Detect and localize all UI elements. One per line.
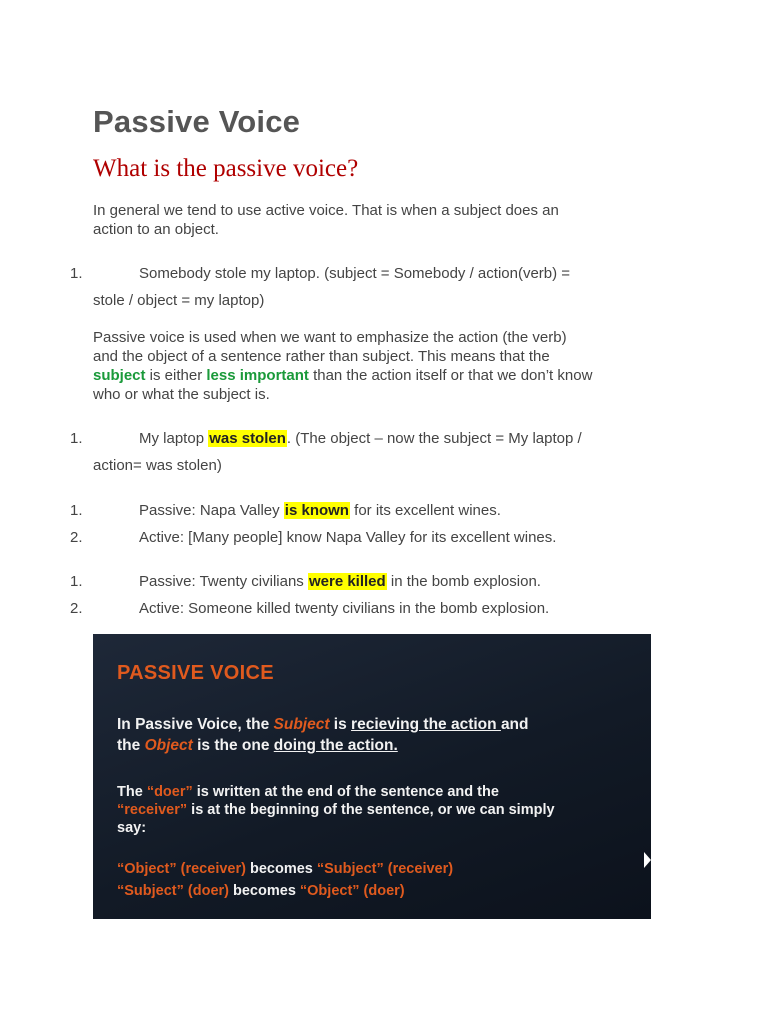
- sentence-text: My laptop: [139, 430, 209, 447]
- section-heading: What is the passive voice?: [93, 155, 359, 182]
- example-active-sentence: Somebody stole my laptop. (subject = Somebody / action(verb) =: [139, 265, 571, 282]
- example-active-sentence: Active: Someone killed twenty civilians in the bomb explosion.: [139, 600, 550, 617]
- slide-line: [117, 714, 529, 735]
- slide-text: In Passive Voice, the: [117, 716, 274, 733]
- slide-text: the: [117, 737, 145, 754]
- list-number: 1.: [70, 502, 83, 519]
- sentence-text: in the bomb explosion.: [386, 573, 541, 590]
- sentence-text: Passive: Napa Valley: [139, 502, 284, 519]
- slide-text: becomes: [245, 861, 317, 877]
- slide-text: becomes: [228, 883, 300, 899]
- example-continuation: stole / object = my laptop): [93, 292, 265, 309]
- explanation-paragraph: [93, 328, 693, 404]
- highlighted-verb: is known: [284, 502, 349, 519]
- slide-line: [117, 801, 555, 819]
- slide-underlined-text: recieving the action: [351, 716, 501, 733]
- slide-text: is the one: [192, 737, 274, 754]
- slide-text: and: [500, 716, 529, 733]
- list-number: 2.: [70, 529, 83, 546]
- example-active-sentence: Active: [Many people] know Napa Valley for its excellent wines.: [139, 529, 557, 546]
- passive-voice-slide-image: [93, 634, 651, 919]
- example-passive-sentence: [139, 573, 541, 590]
- slide-underlined-text: doing the action.: [273, 737, 398, 754]
- sentence-text: . (The object – now the subject = My laptop /: [286, 430, 582, 447]
- slide-heading: PASSIVE VOICE: [117, 662, 274, 684]
- slide-orange-text: “Object” (receiver): [117, 861, 246, 877]
- intro-line-1: In general we tend to use active voice. That is when a subject does an: [93, 202, 559, 219]
- list-number: 1.: [70, 265, 83, 282]
- slide-line: [117, 735, 398, 756]
- explain-text: than the action itself or that we don’t know: [308, 367, 593, 384]
- slide-line: say:: [117, 820, 147, 836]
- explain-line-2: and the object of a sentence rather than subject. This means that the: [93, 348, 550, 365]
- slide-orange-text: “Object” (doer): [299, 883, 405, 899]
- slide-line: [117, 783, 499, 801]
- slide-text: is at the beginning of the sentence, or we can simply: [187, 802, 555, 818]
- sentence-text: for its excellent wines.: [349, 502, 501, 519]
- subject-term: subject: [93, 367, 146, 384]
- slide-orange-text: “Subject” (receiver): [316, 861, 454, 877]
- slide-object-term: Object: [144, 737, 193, 754]
- slide-receiver-term: “receiver”: [117, 802, 188, 818]
- explain-text: is either: [145, 367, 207, 384]
- example-passive-sentence: [139, 430, 582, 447]
- list-number: 1.: [70, 430, 83, 447]
- less-important-term: less important: [206, 367, 309, 384]
- example-continuation: action= was stolen): [93, 457, 222, 474]
- slide-line: [117, 882, 405, 900]
- slide-text: is: [329, 716, 352, 733]
- slide-line: [117, 860, 453, 878]
- intro-line-2: action to an object.: [93, 221, 219, 238]
- highlighted-verb: was stolen: [209, 430, 286, 447]
- explain-line-4: who or what the subject is.: [93, 386, 270, 403]
- example-passive-sentence: [139, 502, 501, 519]
- slide-text: is written at the end of the sentence and the: [192, 784, 499, 800]
- page-title: Passive Voice: [93, 104, 301, 139]
- slide-text: The: [117, 784, 147, 800]
- sentence-text: Passive: Twenty civilians: [139, 573, 308, 590]
- list-number: 1.: [70, 573, 83, 590]
- intro-paragraph: [93, 201, 693, 239]
- pointer-cursor-icon: [644, 852, 651, 868]
- slide-doer-term: “doer”: [146, 784, 193, 800]
- explain-line-1: Passive voice is used when we want to emphasize the action (the verb): [93, 329, 567, 346]
- explain-line-3: [93, 366, 693, 385]
- slide-subject-term: Subject: [273, 716, 330, 733]
- list-number: 2.: [70, 600, 83, 617]
- highlighted-verb: were killed: [308, 573, 386, 590]
- slide-orange-text: “Subject” (doer): [117, 883, 229, 899]
